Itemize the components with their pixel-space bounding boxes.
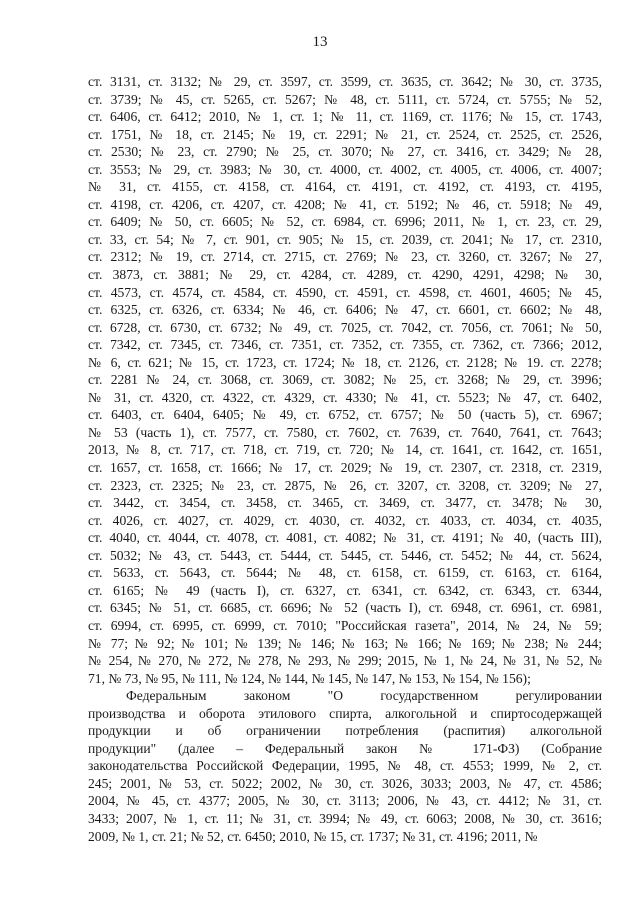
text-line: ст. 2281 № 24, ст. 3068, ст. 3069, ст. 3082; № 25, ст. 3268; № 29, ст. 3996;	[88, 372, 602, 388]
text-line: ст. 5633, ст. 5643, ст. 5644; № 48, ст. 6158, ст. 6159, ст. 6163, ст. 6164,	[88, 565, 602, 581]
text-line: № 31, ст. 4155, ст. 4158, ст. 4164, ст. 4191, ст. 4192, ст. 4193, ст. 4195,	[88, 179, 602, 195]
text-line: № 6, ст. 621; № 15, ст. 1723, ст. 1724; № 18, ст. 2126, ст. 2128; № 19. ст. 2278;	[88, 354, 602, 370]
text-line: ст. 4026, ст. 4027, ст. 4029, ст. 4030, ст. 4032, ст. 4033, ст. 4034, ст. 4035,	[88, 512, 602, 528]
text-line: № 31, ст. 4320, ст. 4322, ст. 4329, ст. 4330; № 41, ст. 5523; № 47, ст. 6402,	[88, 389, 602, 405]
text-line: ст. 3131, ст. 3132; № 29, ст. 3597, ст. 3599, ст. 3635, ст. 3642; № 30, ст. 3735,	[88, 74, 602, 89]
text-line: Федеральным законом "О государственном регулировании	[126, 688, 602, 704]
text-line: ст. 4573, ст. 4574, ст. 4584, ст. 4590, ст. 4591, ст. 4598, ст. 4601, 4605; № 45,	[88, 284, 602, 300]
text-line: ст. 3442, ст. 3454, ст. 3458, ст. 3465, ст. 3469, ст. 3477, ст. 3478; № 30,	[88, 495, 602, 511]
text-line: 71, № 73, № 95, № 111, № 124, № 144, № 145, № 147, № 153, № 154, № 156);	[88, 670, 531, 686]
text-line: 2004, № 45, ст. 4377; 2005, № 30, ст. 3113; 2006, № 43, ст. 4412; № 31, ст.	[88, 793, 602, 809]
text-line: ст. 3739; № 45, ст. 5265, ст. 5267; № 48, ст. 5111, ст. 5724, ст. 5755; № 52,	[88, 91, 602, 107]
text-line: ст. 33, ст. 54; № 7, ст. 901, ст. 905; № 15, ст. 2039, ст. 2041; № 17, ст. 2310,	[88, 231, 602, 247]
text-line: № 53 (часть 1), ст. 7577, ст. 7580, ст. 7602, ст. 7639, ст. 7640, 7641, ст. 7643;	[88, 424, 602, 440]
text-line: ст. 6406, ст. 6412; 2010, № 1, ст. 1; № 11, ст. 1169, ст. 1176; № 15, ст. 1743,	[88, 109, 602, 125]
text-line: № 77; № 92; № 101; № 139; № 146; № 163; № 166; № 169; № 238; № 244;	[88, 635, 602, 651]
text-line: ст. 4040, ст. 4044, ст. 4078, ст. 4081, ст. 4082; № 31, ст. 4191; № 40, (часть III),	[88, 530, 602, 546]
text-line: ст. 2530; № 23, ст. 2790; № 25, ст. 3070; № 27, ст. 3416, ст. 3429; № 28,	[88, 144, 602, 160]
text-line: 245; 2001, № 53, ст. 5022; 2002, № 30, ст. 3026, 3033; 2003, № 47, ст. 4586;	[88, 775, 602, 791]
text-line: ст. 6409; № 50, ст. 6605; № 52, ст. 6984, ст. 6996; 2011, № 1, ст. 23, ст. 29,	[88, 214, 602, 230]
text-line: ст. 3873, ст. 3881; № 29, ст. 4284, ст. 4289, ст. 4290, 4291, 4298; № 30,	[88, 267, 602, 283]
text-line: законодательства Российской Федерации, 1995, № 48, ст. 4553; 1999, № 2, ст.	[88, 758, 602, 774]
text-line: ст. 5032; № 43, ст. 5443, ст. 5444, ст. 5445, ст. 5446, ст. 5452; № 44, ст. 5624,	[88, 547, 602, 563]
page-number: 13	[312, 34, 328, 50]
text-line: ст. 1751, № 18, ст. 2145; № 19, ст. 2291; № 21, ст. 2524, ст. 2525, ст. 2526,	[88, 126, 602, 142]
text-line: ст. 6325, ст. 6326, ст. 6334; № 46, ст. 6406; № 47, ст. 6601, ст. 6602; № 48,	[88, 302, 602, 318]
text-line: 2009, № 1, ст. 21; № 52, ст. 6450; 2010, № 15, ст. 1737; № 31, ст. 4196; 2011, №	[88, 828, 538, 844]
text-line: производства и оборота этилового спирта, алкогольной и спиртосодержащей	[88, 705, 602, 721]
text-line: продукции" (далее – Федеральный закон № 171-ФЗ) (Собрание	[88, 740, 602, 756]
text-line: ст. 6165; № 49 (часть I), ст. 6327, ст. 6341, ст. 6342, ст. 6343, ст. 6344,	[88, 582, 602, 598]
text-line: ст. 6994, ст. 6995, ст. 6999, ст. 7010; "Российская газета", 2014, № 24, № 59;	[88, 617, 602, 633]
text-line: ст. 4198, ст. 4206, ст. 4207, ст. 4208; № 41, ст. 5192; № 46, ст. 5918; № 49,	[88, 196, 602, 212]
text-line: ст. 2323, ст. 2325; № 23, ст. 2875, № 26, ст. 3207, ст. 3208, ст. 3209; № 27,	[88, 477, 602, 493]
text-line: 3433; 2007, № 1, ст. 11; № 31, ст. 3994; № 49, ст. 6063; 2008, № 30, ст. 3616;	[88, 810, 602, 826]
body-text	[88, 73, 602, 845]
text-line: ст. 6403, ст. 6404, 6405; № 49, ст. 6752, ст. 6757; № 50 (часть 5), ст. 6967;	[88, 407, 602, 423]
text-line: ст. 1657, ст. 1658, ст. 1666; № 17, ст. 2029; № 19, ст. 2307, ст. 2318, ст. 2319,	[88, 460, 602, 476]
text-line: ст. 2312; № 19, ст. 2714, ст. 2715, ст. 2769; № 23, ст. 3260, ст. 3267; № 27,	[88, 249, 602, 265]
text-line: ст. 6728, ст. 6730, ст. 6732; № 49, ст. 7025, ст. 7042, ст. 7056, ст. 7061; № 50,	[88, 319, 602, 335]
text-line: № 254, № 270, № 272, № 278, № 293, № 299; 2015, № 1, № 24, № 31, № 52, №	[88, 653, 602, 669]
text-line: ст. 3553; № 29, ст. 3983; № 30, ст. 4000, ст. 4002, ст. 4005, ст. 4006, ст. 4007;	[88, 161, 602, 177]
text-line: продукции и об ограничении потребления (распития) алкогольной	[88, 723, 602, 739]
text-line: 2013, № 8, ст. 717, ст. 718, ст. 719, ст. 720; № 14, ст. 1641, ст. 1642, ст. 1651,	[88, 442, 602, 458]
text-line: ст. 6345; № 51, ст. 6685, ст. 6696; № 52 (часть I), ст. 6948, ст. 6961, ст. 6981,	[88, 600, 602, 616]
text-line: ст. 7342, ст. 7345, ст. 7346, ст. 7351, ст. 7352, ст. 7355, ст. 7362, ст. 7366; 2012,	[88, 337, 602, 353]
